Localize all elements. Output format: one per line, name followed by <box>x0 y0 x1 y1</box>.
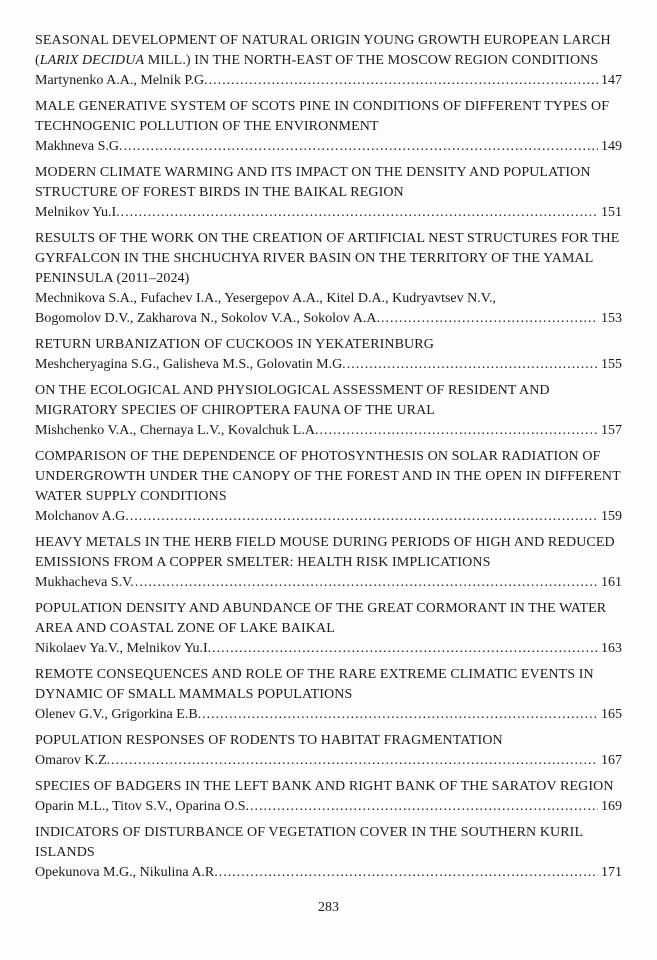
dot-leader <box>135 573 598 593</box>
entry-title-text: ON THE ECOLOGICAL AND PHYSIOLOGICAL ASSESSMENT OF RESIDENT AND MIGRATORY SPECIES OF CHIROPTERA FAUNA OF THE URAL <box>35 383 550 418</box>
entry-authors: Oparin M.L., Titov S.V., Oparina O.S. <box>35 799 250 814</box>
entry-authors-row <box>35 421 622 441</box>
entry-title <box>35 599 622 639</box>
entry-title <box>35 381 622 421</box>
entry-title-text: HEAVY METALS IN THE HERB FIELD MOUSE DURING PERIODS OF HIGH AND REDUCED EMISSIONS FROM A COPPER SMELTER: HEALTH RISK IMPLICATIONS <box>35 535 615 570</box>
entry-title-text: RETURN URBANIZATION OF CUCKOOS IN YEKATERINBURG <box>35 337 434 352</box>
entry-page-number: 151 <box>601 205 622 220</box>
toc-entry <box>35 163 622 223</box>
toc-entry <box>35 665 622 725</box>
entry-title <box>35 533 622 573</box>
dot-leader <box>319 421 598 441</box>
toc-entry <box>35 533 622 593</box>
entry-title-text: POPULATION DENSITY AND ABUNDANCE OF THE GREAT CORMORANT IN THE WATER AREA AND COASTAL ZONE OF LAKE BAIKAL <box>35 601 607 636</box>
entry-authors: Omarov K.Z. <box>35 753 111 768</box>
entry-authors-row <box>35 309 622 329</box>
entry-authors-row <box>35 863 622 883</box>
entry-authors: Opekunova M.G., Nikulina A.R. <box>35 865 218 880</box>
entry-authors-row <box>35 705 622 725</box>
entry-title <box>35 777 622 797</box>
entry-page-number: 169 <box>601 799 622 814</box>
entry-title-text: MALE GENERATIVE SYSTEM OF SCOTS PINE IN CONDITIONS OF DIFFERENT TYPES OF TECHNOGENIC POLLUTION OF THE ENVIRONMENT <box>35 99 610 134</box>
toc-entry <box>35 335 622 375</box>
entry-authors-row <box>35 573 622 593</box>
entry-authors: Bogomolov D.V., Zakharova N., Sokolov V.A., Sokolov A.A. <box>35 311 380 326</box>
entry-title-latin-name: LARIX DECIDUA <box>39 53 145 68</box>
dot-leader <box>212 639 598 659</box>
entry-title-text: INDICATORS OF DISTURBANCE OF VEGETATION COVER IN THE SOUTHERN KURIL ISLANDS <box>35 825 583 860</box>
entry-authors: Molchanov A.G. <box>35 509 129 524</box>
toc-entry <box>35 777 622 817</box>
entry-title <box>35 447 622 507</box>
dot-leader <box>219 863 598 883</box>
entry-page-number: 157 <box>601 423 622 438</box>
dot-leader <box>381 309 598 329</box>
entry-authors-row <box>35 355 622 375</box>
entry-title <box>35 731 622 751</box>
entry-authors: Makhneva S.G. <box>35 139 123 154</box>
entry-authors-row <box>35 751 622 771</box>
dot-leader <box>347 355 598 375</box>
entry-title <box>35 335 622 355</box>
entry-page-number: 163 <box>601 641 622 656</box>
toc-entry <box>35 229 622 329</box>
toc-entry <box>35 599 622 659</box>
entry-title <box>35 823 622 863</box>
entry-page-number: 171 <box>601 865 622 880</box>
entry-authors: Mukhacheva S.V. <box>35 575 134 590</box>
entry-title-text: MODERN CLIMATE WARMING AND ITS IMPACT ON THE DENSITY AND POPULATION STRUCTURE OF FOREST BIRDS IN THE BAIKAL REGION <box>35 165 591 200</box>
dot-leader <box>209 71 598 91</box>
entry-authors: Martynenko A.A., Melnik P.G. <box>35 73 208 88</box>
entry-authors-row <box>35 71 622 91</box>
entry-authors-row <box>35 507 622 527</box>
entry-page-number: 167 <box>601 753 622 768</box>
dot-leader <box>124 137 599 157</box>
entry-title-text: COMPARISON OF THE DEPENDENCE OF PHOTOSYNTHESIS ON SOLAR RADIATION OF UNDERGROWTH UNDER THE CANOPY OF THE FOREST AND IN THE OPEN IN DIFFERENT WATER SUPPLY CONDITIONS <box>35 449 621 504</box>
entry-authors: Melnikov Yu.I. <box>35 205 120 220</box>
dot-leader <box>111 751 598 771</box>
toc-entry <box>35 731 622 771</box>
entry-title-text: POPULATION RESPONSES OF RODENTS TO HABITAT FRAGMENTATION <box>35 733 503 748</box>
entry-page-number: 159 <box>601 509 622 524</box>
entry-authors-row <box>35 137 622 157</box>
entry-authors: Olenev G.V., Grigorkina E.B. <box>35 707 202 722</box>
entry-page-number: 155 <box>601 357 622 372</box>
entry-title <box>35 97 622 137</box>
entry-page-number: 149 <box>601 139 622 154</box>
entry-title-text: REMOTE CONSEQUENCES AND ROLE OF THE RARE EXTREME CLIMATIC EVENTS IN DYNAMIC OF SMALL MAMMALS POPULATIONS <box>35 667 594 702</box>
entry-authors-row <box>35 203 622 223</box>
entry-authors: Meshcheryagina S.G., Galisheva M.S., Golovatin M.G. <box>35 357 346 372</box>
page-footer-number: 283 <box>318 900 339 915</box>
dot-leader <box>130 507 598 527</box>
dot-leader <box>202 705 598 725</box>
dot-leader <box>250 797 598 817</box>
entry-title-text: MILL.) IN THE NORTH-EAST OF THE MOSCOW REGION CONDITIONS <box>144 53 599 68</box>
toc-entry <box>35 31 622 91</box>
toc-entry <box>35 381 622 441</box>
entry-page-number: 147 <box>601 73 622 88</box>
toc-entry <box>35 823 622 883</box>
entry-authors-row <box>35 797 622 817</box>
toc-entries <box>35 31 622 898</box>
entry-title <box>35 665 622 705</box>
entry-title <box>35 31 622 71</box>
toc-entry <box>35 447 622 527</box>
entry-authors: Mishchenko V.A., Chernaya L.V., Kovalchuk L.A. <box>35 423 319 438</box>
entry-title <box>35 163 622 203</box>
dot-leader <box>121 203 598 223</box>
entry-title-text: SEASONAL DEVELOPMENT OF NATURAL ORIGIN YOUNG GROWTH EUROPEAN LARCH ( <box>35 33 611 68</box>
entry-page-number: 153 <box>601 311 622 326</box>
entry-title-text: RESULTS OF THE WORK ON THE CREATION OF ARTIFICIAL NEST STRUCTURES FOR THE GYRFALCON IN THE SHCHUCHYA RIVER BASIN ON THE TERRITORY OF THE YAMAL PENINSULA (2011–2024) <box>35 231 620 286</box>
entry-authors: Nikolaev Ya.V., Melnikov Yu.I. <box>35 641 212 656</box>
entry-page-number: 165 <box>601 707 622 722</box>
entry-authors: Mechnikova S.A., Fufachev I.A., Yesergepov A.A., Kitel D.A., Kudryavtsev N.V., <box>35 291 497 306</box>
entry-authors-row <box>35 639 622 659</box>
entry-title <box>35 229 622 289</box>
toc-entry <box>35 97 622 157</box>
entry-page-number: 161 <box>601 575 622 590</box>
entry-title-text: SPECIES OF BADGERS IN THE LEFT BANK AND RIGHT BANK OF THE SARATOV REGION <box>35 779 614 794</box>
